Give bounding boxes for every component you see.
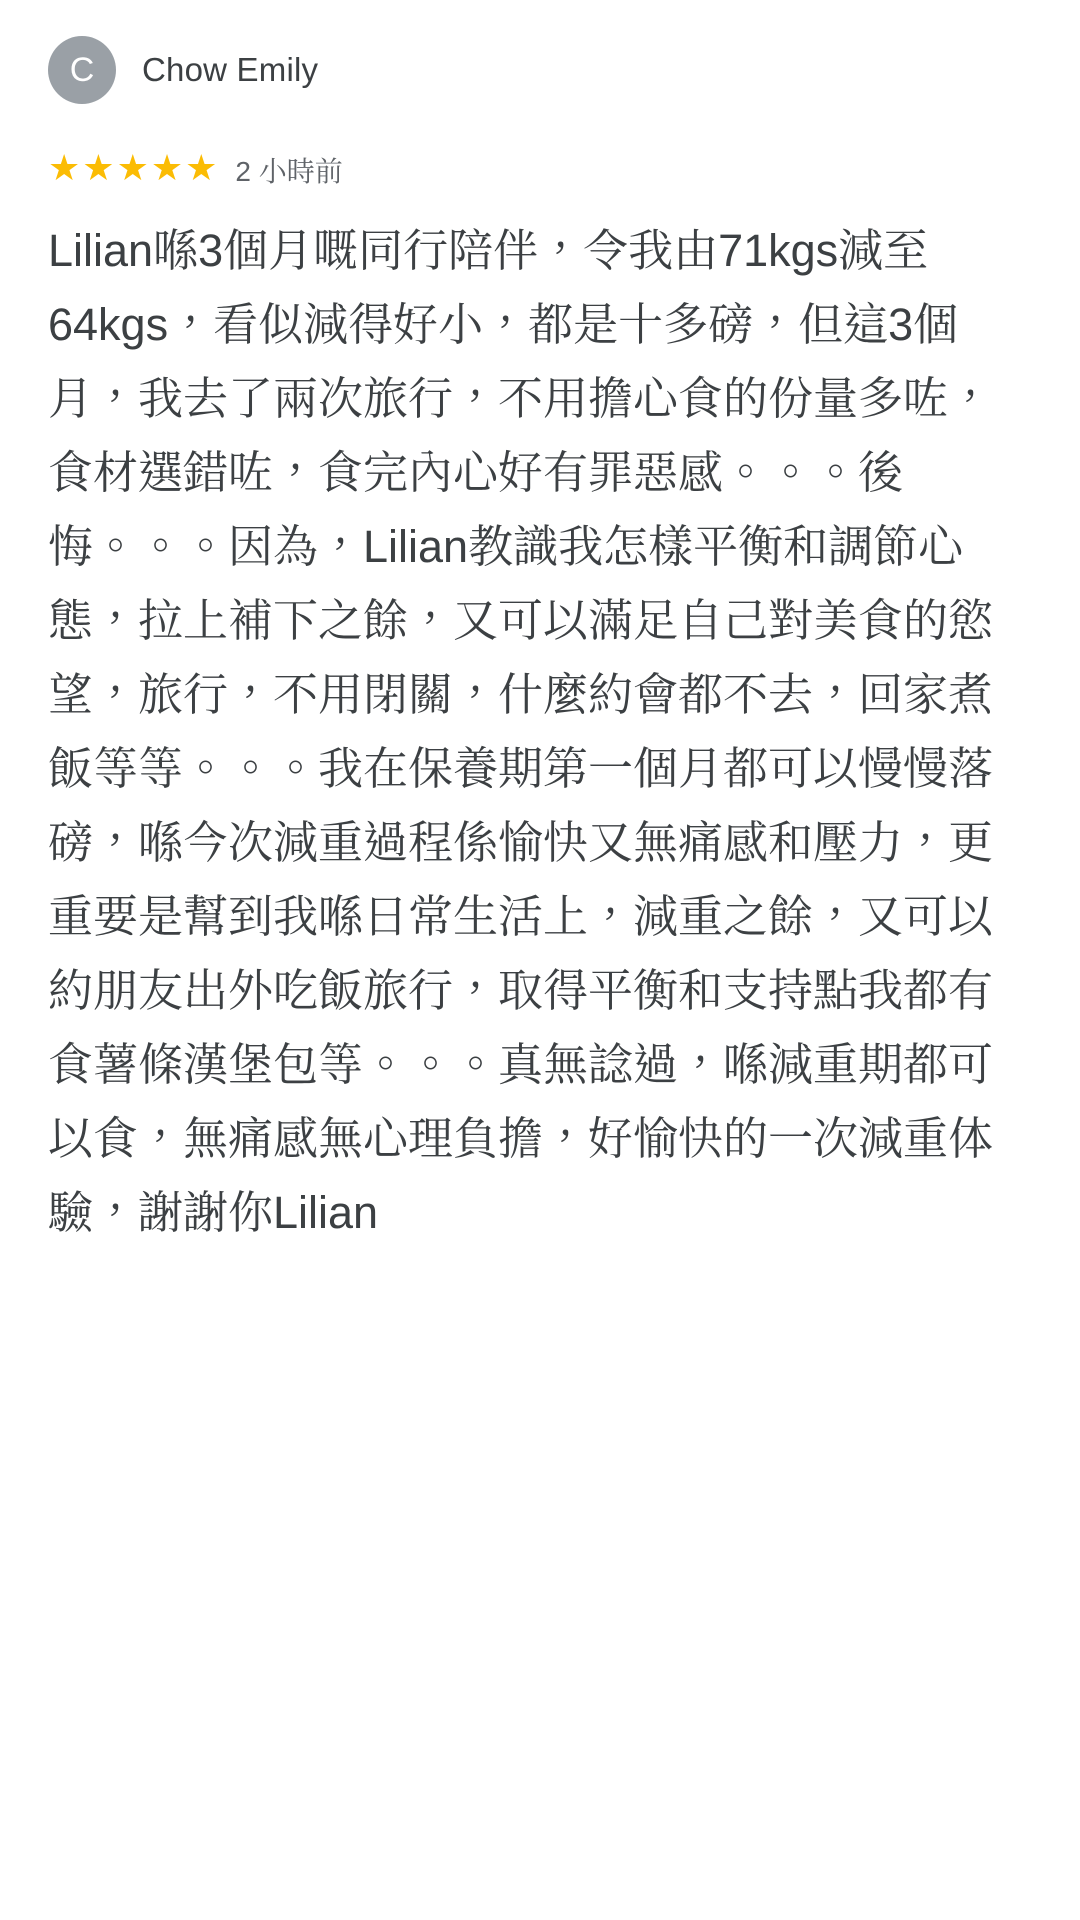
reviewer-name[interactable]: Chow Emily [142,51,319,88]
star-rating [48,147,218,188]
star-icon-4: ★ [150,147,184,188]
review-body-text: Lilian喺3個月嘅同行陪伴，令我由71kgs減至64kgs，看似減得好小，都是十多磅，但這3個月，我去了兩次旅行，不用擔心食的份量多咗，食材選錯咗，食完內心好有罪惡感。。。後悔。。。因為，Lilian教識我怎樣平衡和調節心態，拉上補下之餘，又可以滿足自己對美食的慾望，旅行，不用閉關，什麼約會都不去，回家煮飯等等。。。我在保養期第一個月都可以慢慢落磅，喺今次減重過程係愉快又無痛感和壓力，更重要是幫到我喺日常生活上，減重之餘，又可以約朋友出外吃飯旅行，取得平衡和支持點我都有食薯條漢堡包等。。。真無諗過，喺減重期都可以食，無痛感無心理負擔，好愉快的一次減重体驗，謝謝你Lilian [48,225,994,1238]
star-icon-1: ★ [48,147,81,188]
star-icon-2: ★ [82,147,115,188]
star-icon-5: ★ [185,147,218,188]
review-timestamp: 2 小時前 [235,156,343,187]
rating-row [48,148,1032,188]
star-icon-3: ★ [116,147,149,188]
avatar[interactable]: C [48,36,116,104]
review-header [48,24,1032,116]
